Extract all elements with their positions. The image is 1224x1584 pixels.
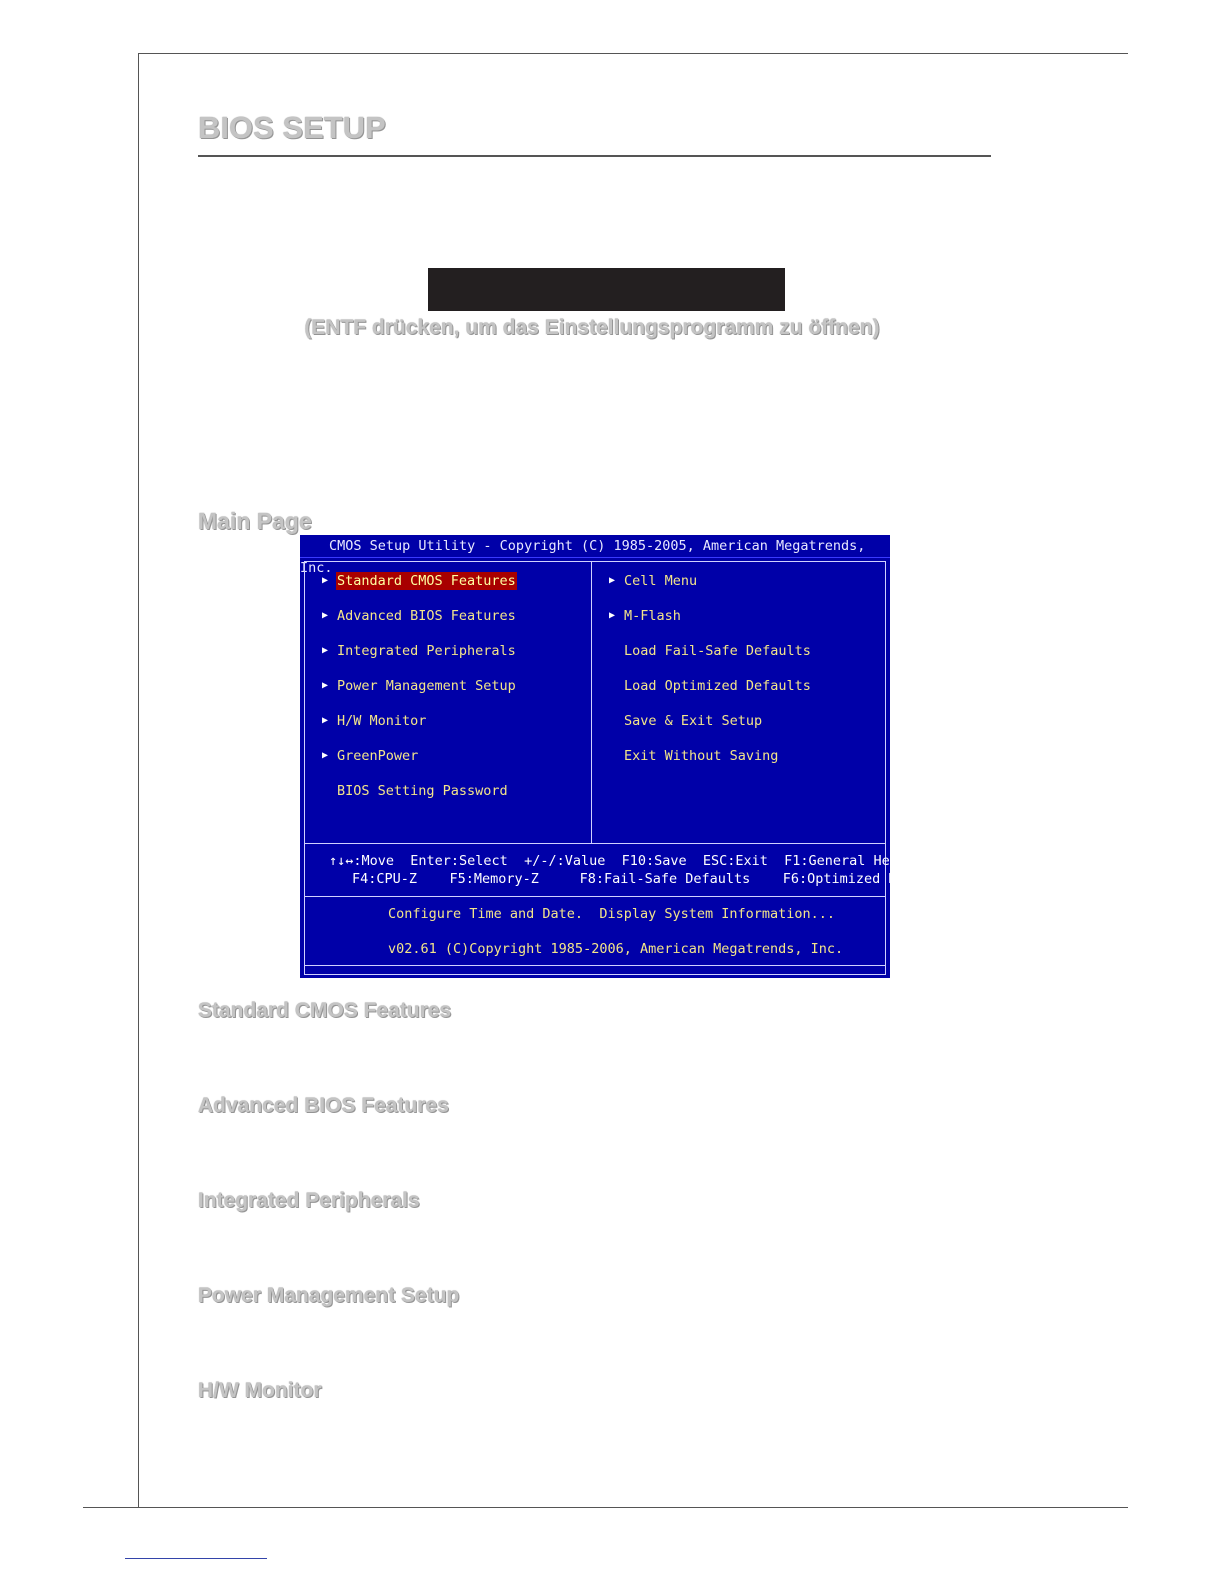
main-page-heading: Main Page xyxy=(198,508,312,534)
bios-title-bar: CMOS Setup Utility - Copyright (C) 1985-2005, American Megatrends, Inc. xyxy=(300,535,890,558)
caption-text: (ENTF drücken, um das Einstellungsprogramm zu öffnen) xyxy=(304,316,880,339)
section-heading-integrated-peripherals: Integrated Peripherals xyxy=(198,1189,420,1212)
bios-menu-label: H/W Monitor xyxy=(337,713,427,729)
bios-version-line: v02.61 (C)Copyright 1985-2006, American Megatrends, Inc. xyxy=(388,941,844,957)
page-border-top xyxy=(138,53,1128,54)
bios-menu-label: Load Fail-Safe Defaults xyxy=(624,643,811,659)
page-border-left xyxy=(138,53,139,1508)
submenu-arrow-icon: ▶ xyxy=(609,610,616,621)
submenu-arrow-icon: ▶ xyxy=(322,645,329,656)
bios-menu-power-management-setup[interactable] xyxy=(322,677,516,695)
footer-line xyxy=(125,1558,267,1559)
bios-divider-version xyxy=(304,965,886,966)
bios-menu-standard-cmos-features[interactable] xyxy=(322,572,516,590)
section-heading-advanced-bios: Advanced BIOS Features xyxy=(198,1094,449,1117)
section-heading-standard-cmos: Standard CMOS Features xyxy=(198,999,452,1022)
bios-menu-label: Cell Menu xyxy=(624,573,698,589)
bios-menu-label: Advanced BIOS Features xyxy=(337,608,516,624)
bios-menu-greenpower[interactable] xyxy=(322,747,419,765)
bios-menu-load-optimized-defaults[interactable] xyxy=(609,677,811,695)
bios-menu-label: Power Management Setup xyxy=(337,678,516,694)
page-title: BIOS SETUP xyxy=(198,110,386,145)
bios-menu-label: M-Flash xyxy=(624,608,681,624)
submenu-arrow-icon: ▶ xyxy=(322,610,329,621)
bios-menu-label: Standard CMOS Features xyxy=(337,573,516,589)
section-heading-power-management: Power Management Setup xyxy=(198,1284,460,1307)
bios-screen xyxy=(300,535,930,978)
submenu-arrow-icon: ▶ xyxy=(609,575,616,586)
bios-menu-label: Exit Without Saving xyxy=(624,748,779,764)
bios-column-divider xyxy=(591,561,592,843)
bios-menu-hw-monitor[interactable] xyxy=(322,712,427,730)
bios-menu-advanced-bios-features[interactable] xyxy=(322,607,516,625)
submenu-arrow-icon: ▶ xyxy=(322,715,329,726)
bios-divider-menu xyxy=(304,843,886,844)
page-border-bottom xyxy=(83,1507,1128,1508)
bios-menu-bios-setting-password[interactable] xyxy=(322,782,508,800)
submenu-arrow-icon: ▶ xyxy=(322,750,329,761)
bios-menu-label: BIOS Setting Password xyxy=(337,783,508,799)
submenu-arrow-icon: ▶ xyxy=(322,575,329,586)
bios-divider-help xyxy=(304,896,886,897)
bios-menu-m-flash[interactable] xyxy=(609,607,681,625)
bios-menu-save-exit-setup[interactable] xyxy=(609,712,763,730)
caption xyxy=(0,316,1184,340)
bios-item-description: Configure Time and Date. Display System Information... xyxy=(388,906,836,922)
bios-menu-label: Load Optimized Defaults xyxy=(624,678,811,694)
redacted-prompt-box xyxy=(428,268,785,311)
bios-menu-label: Integrated Peripherals xyxy=(337,643,516,659)
section-heading-hw-monitor: H/W Monitor xyxy=(198,1379,322,1402)
title-underline xyxy=(198,155,991,157)
bios-menu-integrated-peripherals[interactable] xyxy=(322,642,516,660)
bios-menu-load-fail-safe-defaults[interactable] xyxy=(609,642,811,660)
bios-help-line-1: ↑↓↔:Move Enter:Select +/-/:Value F10:Save ESC:Exit F1:General Help xyxy=(329,853,907,869)
bios-menu-exit-without-saving[interactable] xyxy=(609,747,779,765)
bios-menu-cell-menu[interactable] xyxy=(609,572,698,590)
bios-menu-label: Save & Exit Setup xyxy=(624,713,763,729)
bios-help-line-2: F4:CPU-Z F5:Memory-Z F8:Fail-Safe Defaults F6:Optimized Defau xyxy=(352,871,930,887)
bios-menu-label: GreenPower xyxy=(337,748,419,764)
submenu-arrow-icon: ▶ xyxy=(322,680,329,691)
